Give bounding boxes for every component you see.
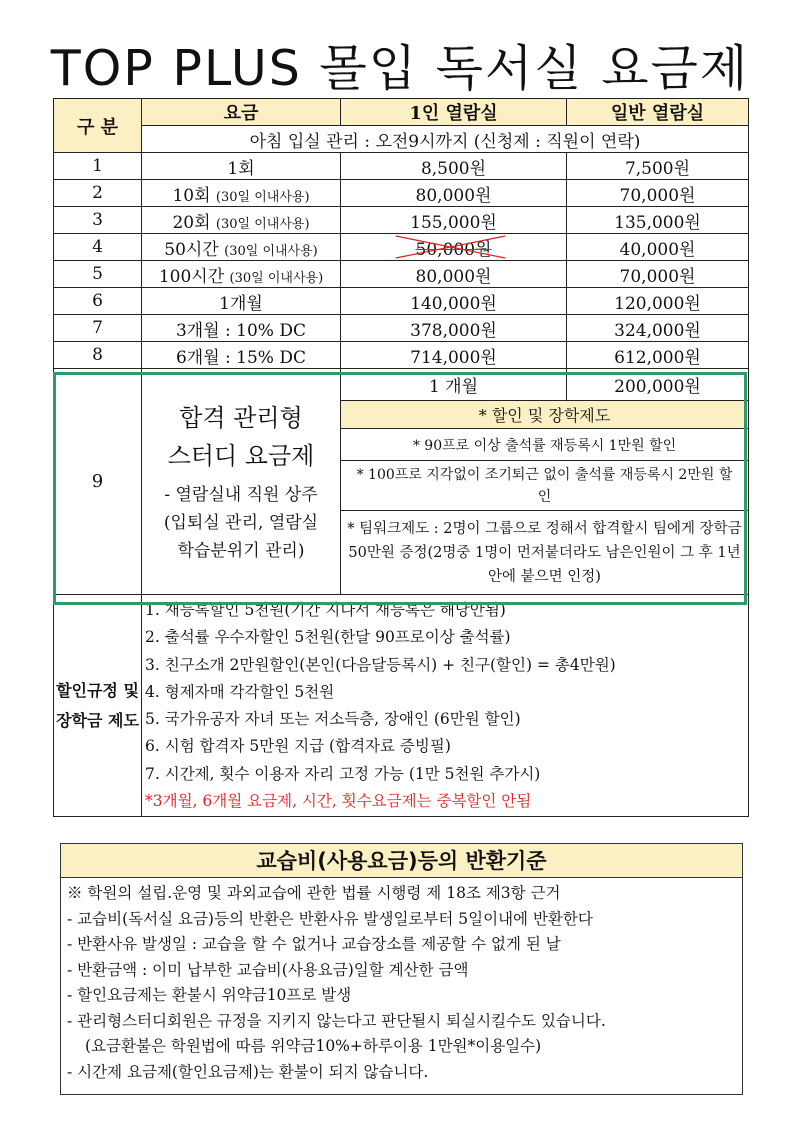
plan-name: 6개월 : 15% DC — [175, 347, 307, 368]
fee-table — [53, 98, 749, 817]
refund-line: - 관리형스터디회원은 규정을 지키지 않는다고 판단될시 퇴실시킬수도 있습니다. — [67, 1011, 606, 1030]
general-price: 70,000원 — [567, 180, 749, 207]
refund-line: - 반환금액 : 이미 납부한 교습비(사용요금)일할 계산한 금액 — [67, 960, 469, 979]
refund-line: - 시간제 요금제(할인요금제)는 환불이 되지 않습니다. — [67, 1062, 429, 1081]
plan-name: 10회 — [172, 185, 211, 206]
single-price: 714,000원 — [341, 342, 567, 369]
rule-item: 3. 친구소개 2만원할인(본인(다음달등록시) + 친구(할인) = 총4만원) — [145, 655, 616, 674]
study-price: 200,000원 — [567, 369, 749, 401]
header-general-room: 일반 열람실 — [567, 99, 749, 126]
general-price: 7,500원 — [567, 153, 749, 180]
plan-name: 50시간 — [164, 239, 219, 260]
refund-line: - 반환사유 발생일 : 교습을 할 수 없거나 교습장소를 제공할 수 없게 된 날 — [67, 935, 561, 953]
discount-header: * 할인 및 장학제도 — [341, 401, 749, 429]
plan-cell — [142, 288, 341, 315]
single-price: 80,000원 — [341, 261, 567, 288]
single-price: 80,000원 — [341, 180, 567, 207]
refund-policy — [60, 877, 743, 1095]
general-price: 612,000원 — [567, 342, 749, 369]
study-name-line1: 합격 관리형 — [179, 403, 303, 432]
plan-cell — [142, 342, 341, 369]
discount-rules-label: 할인규정 및 장학금 제도 — [54, 595, 142, 817]
refund-line: - 할인요금제는 환불시 위약금10프로 발생 — [67, 986, 352, 1004]
rule-warning: *3개월, 6개월 요금제, 시간, 횟수요금제는 중복할인 안됨 — [145, 792, 532, 811]
study-description — [142, 369, 341, 595]
plan-name: 3개월 : 10% DC — [175, 320, 307, 341]
general-price: 40,000원 — [567, 234, 749, 261]
header-division: 구 분 — [54, 99, 142, 153]
struck-price: 50,000원 — [415, 239, 492, 260]
benefit-3: * 팀워크제도 : 2명이 그룹으로 정해서 합격할시 팀에게 장학금50만원 증정(2명중 1명이 먼저붙더라도 남은인원이 그 후 1년안에 붙으면 인정) — [341, 511, 749, 595]
study-name-line2: 스터디 요금제 — [167, 441, 315, 470]
plan-name: 100시간 — [158, 266, 225, 287]
plan-note: (30일 이내사용) — [224, 243, 318, 259]
plan-cell — [142, 153, 341, 180]
table-row — [54, 207, 749, 234]
benefit-1: * 90프로 이상 출석률 재등록시 1만원 할인 — [341, 429, 749, 461]
study-desc-3: 학습분위기 관리) — [177, 540, 305, 561]
rule-item: 1. 재등록할인 5천원(기간 지나서 재등록은 해당안됨) — [145, 601, 506, 619]
single-price: 378,000원 — [341, 315, 567, 342]
plan-note: (30일 이내사용) — [215, 216, 310, 232]
single-price-struck — [341, 234, 567, 261]
row-number: 1 — [54, 153, 142, 180]
rule-item: 2. 출석률 우수자할인 5천원(한달 90프로이상 출석률) — [145, 628, 511, 647]
refund-line: ※ 학원의 설립.운영 및 과외교습에 관한 법률 시행령 제 18조 제3항 근거 — [67, 884, 561, 902]
row-number: 6 — [54, 288, 142, 315]
row-number: 8 — [54, 342, 142, 369]
refund-line: - 교습비(독서실 요금)등의 반환은 반환사유 발생일로부터 5일이내에 반환한다 — [67, 909, 593, 928]
row-number: 7 — [54, 315, 142, 342]
row-number: 2 — [54, 180, 142, 207]
general-price: 120,000원 — [567, 288, 749, 315]
plan-name: 1회 — [227, 158, 255, 179]
header-single-room: 1인 열람실 — [341, 99, 567, 126]
row-number: 4 — [54, 234, 142, 261]
page-title: TOP PLUS 몰입 독서실 요금제 — [50, 40, 750, 97]
rule-item: 6. 시험 합격자 5만원 지급 (합격자료 증빙필) — [145, 737, 451, 756]
general-price: 324,000원 — [567, 315, 749, 342]
table-row — [54, 153, 749, 180]
table-row — [54, 342, 749, 369]
study-period: 1 개월 — [341, 369, 567, 401]
table-row — [54, 288, 749, 315]
general-price: 70,000원 — [567, 261, 749, 288]
plan-name: 20회 — [172, 212, 211, 233]
study-desc-1: - 열람실내 직원 상주 — [164, 484, 318, 505]
table-row — [54, 234, 749, 261]
table-row — [54, 315, 749, 342]
refund-line: (요금환불은 학원법에 따름 위약금10%+하루이용 1만원*이용일수) — [85, 1037, 542, 1055]
morning-note: 아침 입실 관리 : 오전9시까지 (신청제 : 직원이 연락) — [142, 126, 749, 153]
discount-rules-row — [54, 595, 749, 817]
plan-name: 1개월 — [219, 293, 263, 314]
rule-item: 4. 형제자매 각각할인 5천원 — [145, 682, 335, 701]
plan-cell — [142, 261, 341, 288]
plan-note: (30일 이내사용) — [229, 270, 324, 286]
table-row — [54, 180, 749, 207]
study-desc-2: (입퇴실 관리, 열람실 — [163, 512, 319, 533]
discount-rules-list — [142, 595, 749, 817]
row-number: 3 — [54, 207, 142, 234]
refund-title: 교습비(사용요금)등의 반환기준 — [60, 843, 743, 878]
benefit-2: * 100프로 지각없이 조기퇴근 없이 출석률 재등록시 2만원 할인 — [341, 461, 749, 511]
header-fee: 요금 — [142, 99, 341, 126]
rule-item: 5. 국가유공자 자녀 또는 저소득층, 장애인 (6만원 할인) — [145, 710, 521, 729]
plan-cell — [142, 315, 341, 342]
plan-note: (30일 이내사용) — [215, 189, 310, 205]
cross-out-mark — [341, 234, 566, 260]
single-price: 140,000원 — [341, 288, 567, 315]
single-price: 8,500원 — [341, 153, 567, 180]
general-price: 135,000원 — [567, 207, 749, 234]
plan-cell — [142, 180, 341, 207]
plan-cell — [142, 207, 341, 234]
study-row — [54, 369, 749, 401]
plan-cell — [142, 234, 341, 261]
rule-item: 7. 시간제, 횟수 이용자 자리 고정 가능 (1만 5천원 추가시) — [145, 764, 541, 783]
table-row — [54, 261, 749, 288]
row-number: 5 — [54, 261, 142, 288]
single-price: 155,000원 — [341, 207, 567, 234]
study-number: 9 — [54, 369, 142, 595]
